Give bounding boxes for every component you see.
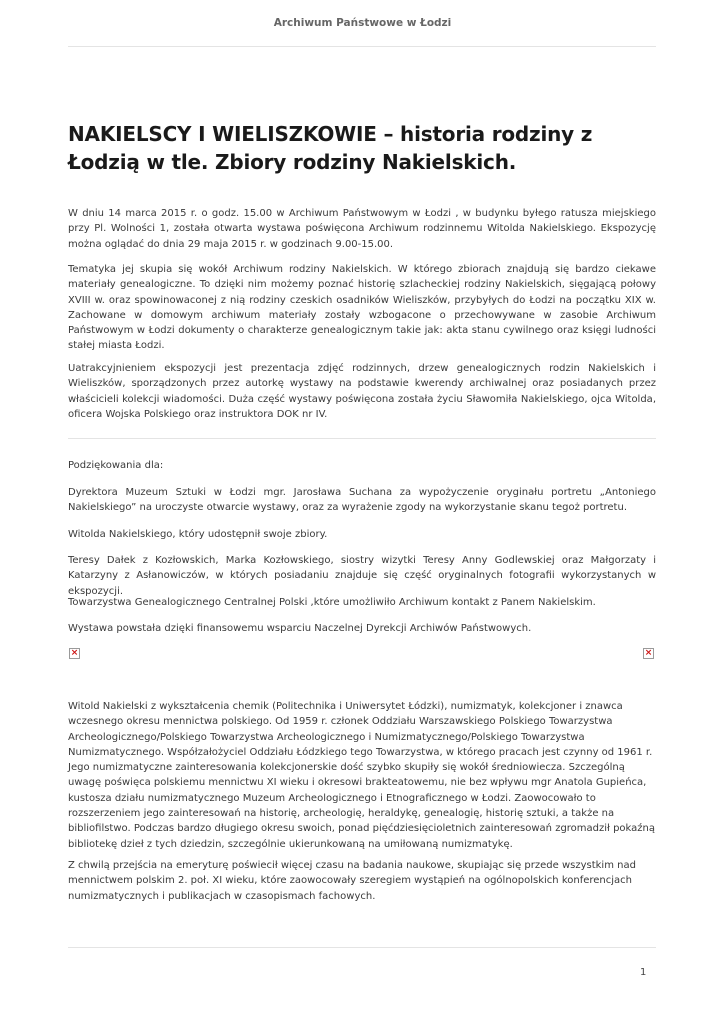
header-divider	[68, 46, 656, 47]
site-header-title: Archiwum Państwowe w Łodzi	[273, 17, 452, 29]
bio-paragraph: Witold Nakielski z wykształcenia chemik (Politechnika i Uniwersytet Łódzki), numizmatyk, kolekcjoner i znawca wczesnego okresu mennictwa polskiego. Od 1959 r. członek Oddziału Warszawskiego Polskiego Towarzystwa Archeologicznego/Polskiego Towarzystwa Archeologicznego i Numizmatycznego/Polskiego Towarzystwa Numizmatycznego. Współzałożyciel Oddziału Łódzkiego tego Towarzystwa, w którego pracach jest czynny od 1961 r. Jego numizmatyczne zainteresowania kolekcjonerskie dość szybko skupiły się wokół średniowiecza. Szczególną uwagę poświęca polskiemu mennictwu XI wieku i okresowi brakteatowemu, nie bez wpływu mgr Anatola Gupieńca, kustosza działu numizmatycznego Muzeum Archeologicznego i Etnograficznego w Łodzi. Zaowocowało to rozszerzeniem jego zainteresowań na historię, archeologię, heraldykę, genealogię, historię sztuki, a także na bibliofilstwo. Podczas bardzo długiego okresu swoich, ponad pięćdziesięcioletnich zainteresowań zgromadził pokaźną bibliotekę dzieł z tych dziedzin, szczególnie ukierunkowaną na umiłowaną numizmatykę.	[68, 701, 655, 850]
thanks-item: Towarzystwa Genealogicznego Centralnej Polski ,które umożliwiło Archiwum kontakt z Panem Nakielskim.	[68, 597, 596, 608]
exhibition-paragraph: Uatrakcyjnieniem ekspozycji jest prezentacja zdjęć rodzinnych, drzew genealogicznych rodzin Nakielskich i Wieliszków, sporządzonych przez autorkę wystawy na podstawie kwerendy archiwalnej oraz posiadanych przez właścicieli kolekcji wiadomości. Duża część wystawy poświęcona została życiu Sławomiła Nakielskiego, ojca Witolda, oficera Wojska Polskiego oraz instruktora DOK nr IV.	[68, 363, 656, 420]
bio-paragraph: Z chwilą przejścia na emeryturę poświecił więcej czasu na badania naukowe, skupiając się przede wszystkim nad mennictwem polskim 2. poł. XI wieku, które zaowocowały szeregiem wystąpień na ogólnopolskich konferencjach numizmatycznych i publikacjach w czasopismach fachowych.	[68, 860, 636, 902]
page-number: 1	[640, 967, 647, 978]
thanks-item: Dyrektora Muzeum Sztuki w Łodzi mgr. Jarosława Suchana za wypożyczenie oryginału portretu „Antoniego Nakielskiego” na uroczyste otwarcie wystawy, oraz za wyrażenie zgody na wykorzystanie skanu tegoż portretu.	[68, 487, 656, 514]
footer-divider	[68, 947, 656, 948]
broken-image-icon: ×	[70, 648, 79, 658]
thanks-heading: Podziękowania dla:	[68, 460, 164, 471]
thanks-item: Teresy Dałek z Kozłowskich, Marka Kozłowskiego, siostry wizytki Teresy Anny Godlewskiej oraz Małgorzaty i Katarzyny z Asłanowiczów, w których posiadaniu znajduje się część oryginalnych fotografii wykorzystanych w ekspozycji.	[68, 555, 656, 597]
topic-paragraph: Tematyka jej skupia się wokół Archiwum rodziny Nakielskich. W którego zbiorach znajdują się bardzo ciekawe materiały genealogiczne. To dzięki nim możemy poznać historię szlacheckiej rodziny Nakielskich, sięgającą połowy XVIII w. oraz spowinowaconej z nią rodziny czeskich osadników Wieliszków, przybyłych do Łodzi na początku XIX w. Zachowane w domowym archiwum materiały zostały wzbogacone o przechowywane w zasobie Archiwum Państwowym w Łodzi dokumenty o charakterze genealogicznym takie jak: akta stanu cywilnego oraz księgi ludności stałej miasta Łodzi.	[68, 264, 656, 352]
thanks-item: Witolda Nakielskiego, który udostępnił swoje zbiory.	[68, 529, 328, 540]
intro-paragraph: W dniu 14 marca 2015 r. o godz. 15.00 w Archiwum Państwowym w Łodzi , w budynku byłego ratusza miejskiego przy Pl. Wolności 1, została otwarta wystawa poświęcona Archiwum rodzinnemu Witolda Nakielskiego. Ekspozycję można oglądać do dnia 29 maja 2015 r. w godzinach 9.00-15.00.	[68, 208, 656, 250]
thanks-item: Wystawa powstała dzięki finansowemu wsparciu Naczelnej Dyrekcji Archiwów Państwowych.	[68, 623, 532, 634]
broken-image-icon: ×	[644, 648, 653, 658]
section-divider	[68, 438, 656, 439]
article-title: NAKIELSCY I WIELISZKOWIE – historia rodziny z Łodzią w tle. Zbiory rodziny Nakielskich.	[68, 122, 593, 174]
